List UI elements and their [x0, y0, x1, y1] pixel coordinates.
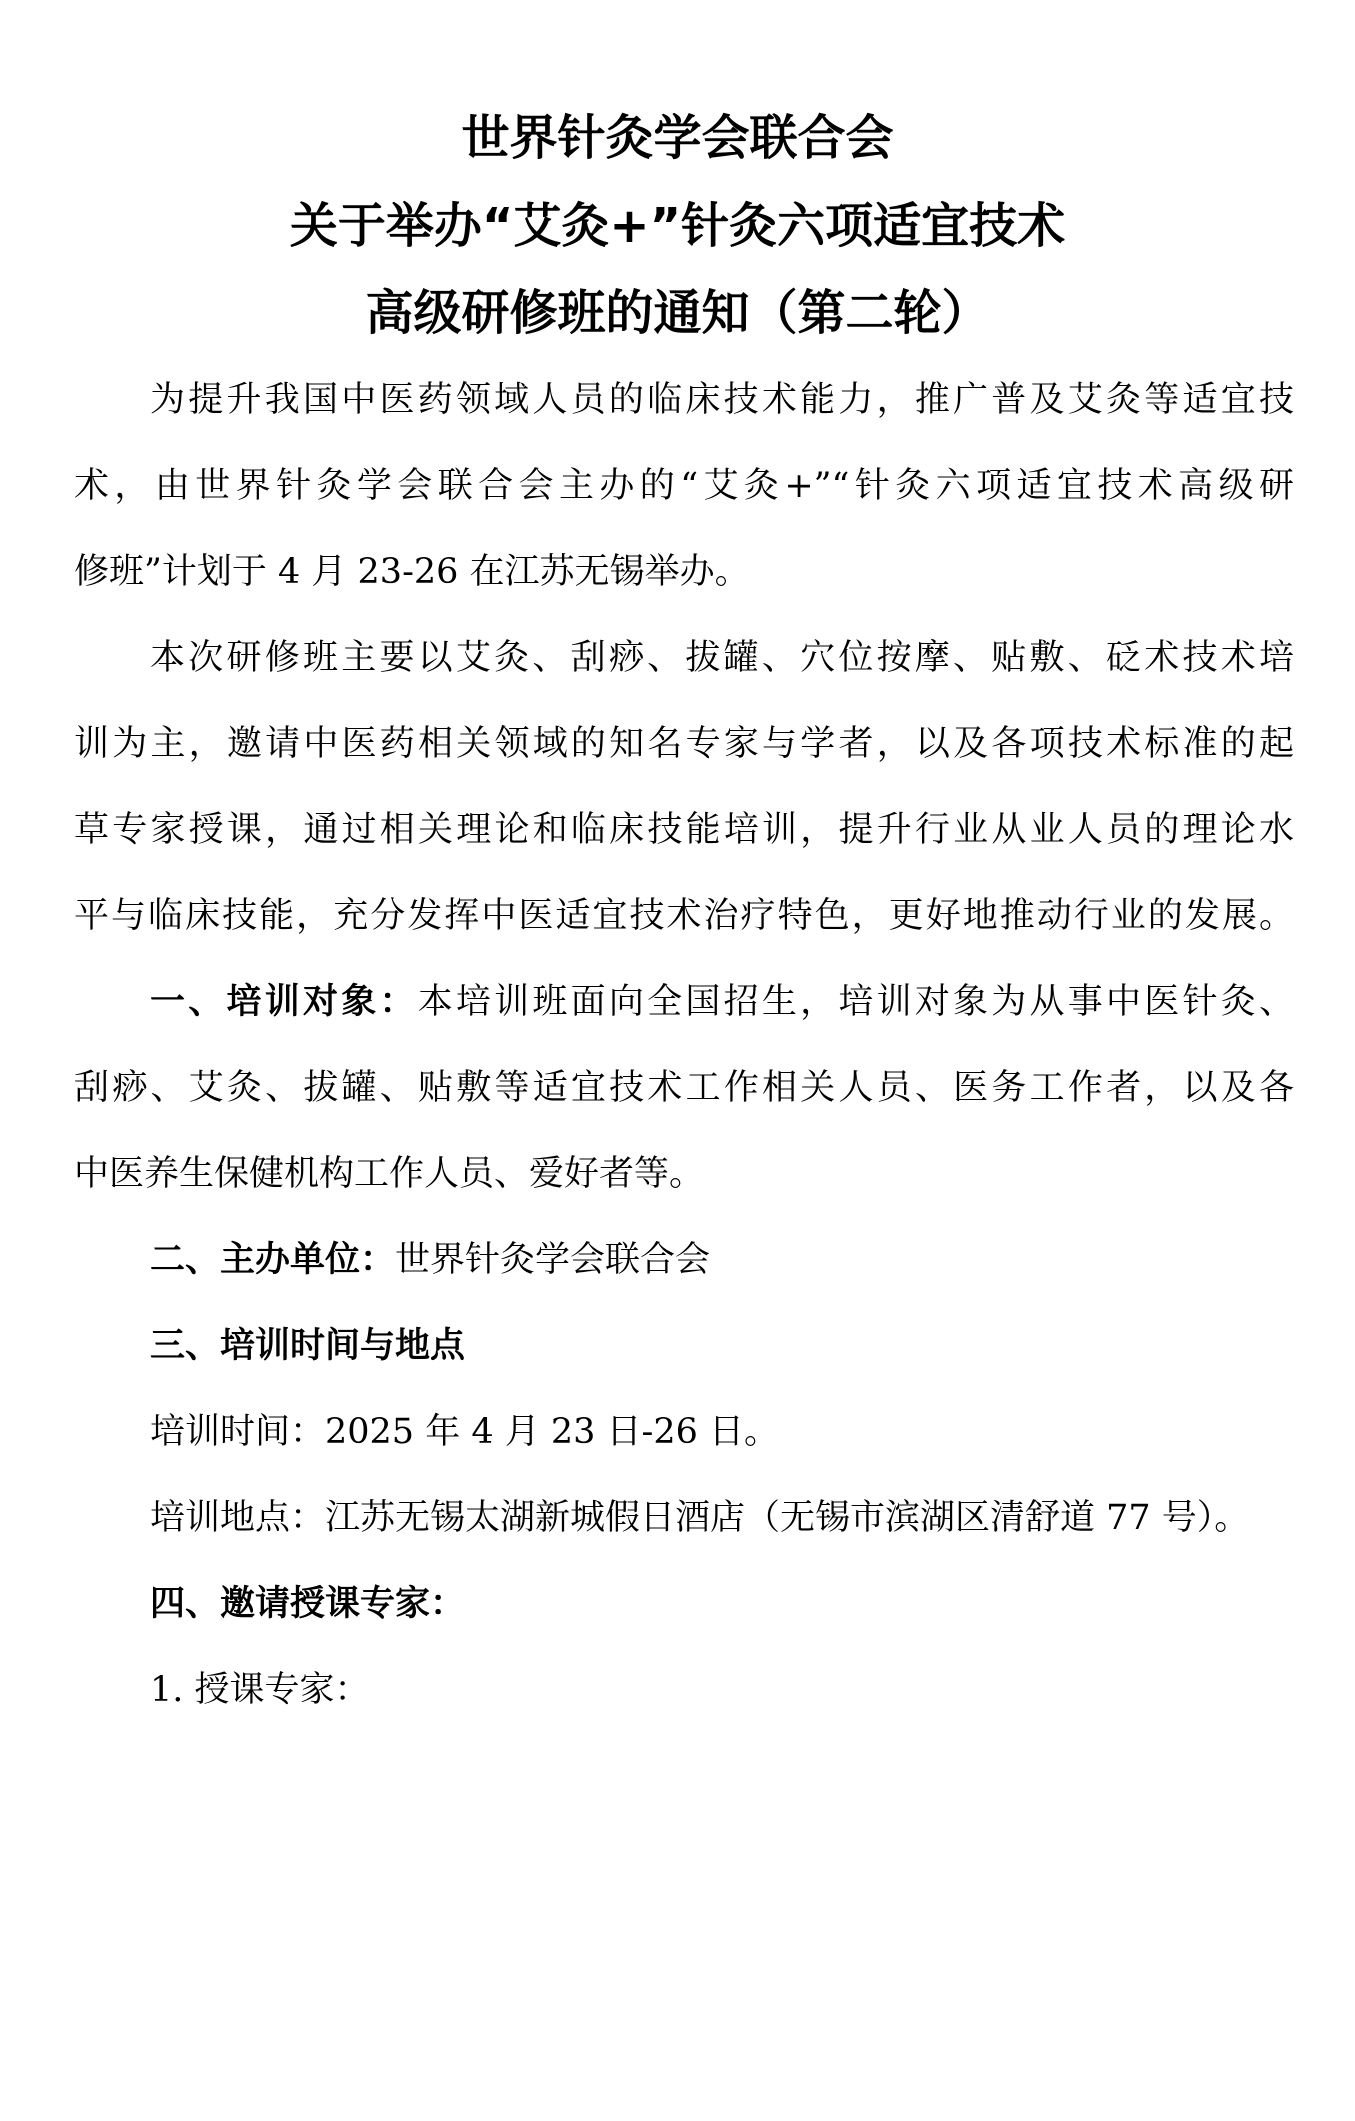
title-line-3: 高级研修班的通知（第二轮）	[365, 285, 990, 341]
para1-line-2: 术，由世界针灸学会联合会主办的“艾灸+”“针灸六项适宜技术高级研	[74, 466, 1294, 506]
para2-line-3: 草专家授课，通过相关理论和临床技能培训，提升行业从业人员的理论水	[74, 810, 1294, 850]
para1-line-3: 修班”计划于 4 月 23-26 在江苏无锡举办。	[74, 552, 750, 592]
section4-item-1: 1. 授课专家：	[150, 1670, 370, 1710]
title-line-1: 世界针灸学会联合会	[461, 110, 894, 166]
training-place: 培训地点：江苏无锡太湖新城假日酒店（无锡市滨湖区清舒道 77 号）。	[150, 1498, 1250, 1538]
section1-line-1	[150, 978, 1294, 1026]
section1-heading: 一、培训对象：	[150, 982, 418, 1022]
section2-line	[150, 1236, 1294, 1284]
para2-line-4: 平与临床技能，充分发挥中医适宜技术治疗特色，更好地推动行业的发展。	[74, 896, 1294, 936]
section1-line-3: 中医养生保健机构工作人员、爱好者等。	[74, 1154, 705, 1194]
para2-line-2: 训为主，邀请中医药相关领域的知名专家与学者，以及各项技术标准的起	[74, 724, 1294, 764]
training-time: 培训时间：2025 年 4 月 23 日-26 日。	[150, 1412, 779, 1452]
section4-heading: 四、邀请授课专家：	[150, 1584, 466, 1624]
title-line-2: 关于举办“艾灸+”针灸六项适宜技术	[289, 198, 1066, 254]
para2-line-1: 本次研修班主要以艾灸、刮痧、拔罐、穴位按摩、贴敷、砭术技术培	[150, 638, 1294, 678]
section2-text: 世界针灸学会联合会	[395, 1240, 711, 1280]
para1-line-1: 为提升我国中医药领域人员的临床技术能力，推广普及艾灸等适宜技	[150, 380, 1294, 420]
section1-line-2: 刮痧、艾灸、拔罐、贴敷等适宜技术工作相关人员、医务工作者，以及各	[74, 1068, 1294, 1108]
section2-heading: 二、主办单位：	[150, 1240, 396, 1280]
section3-heading: 三、培训时间与地点	[150, 1326, 466, 1366]
section1-line-1-text: 本培训班面向全国招生，培训对象为从事中医针灸、	[417, 982, 1294, 1022]
